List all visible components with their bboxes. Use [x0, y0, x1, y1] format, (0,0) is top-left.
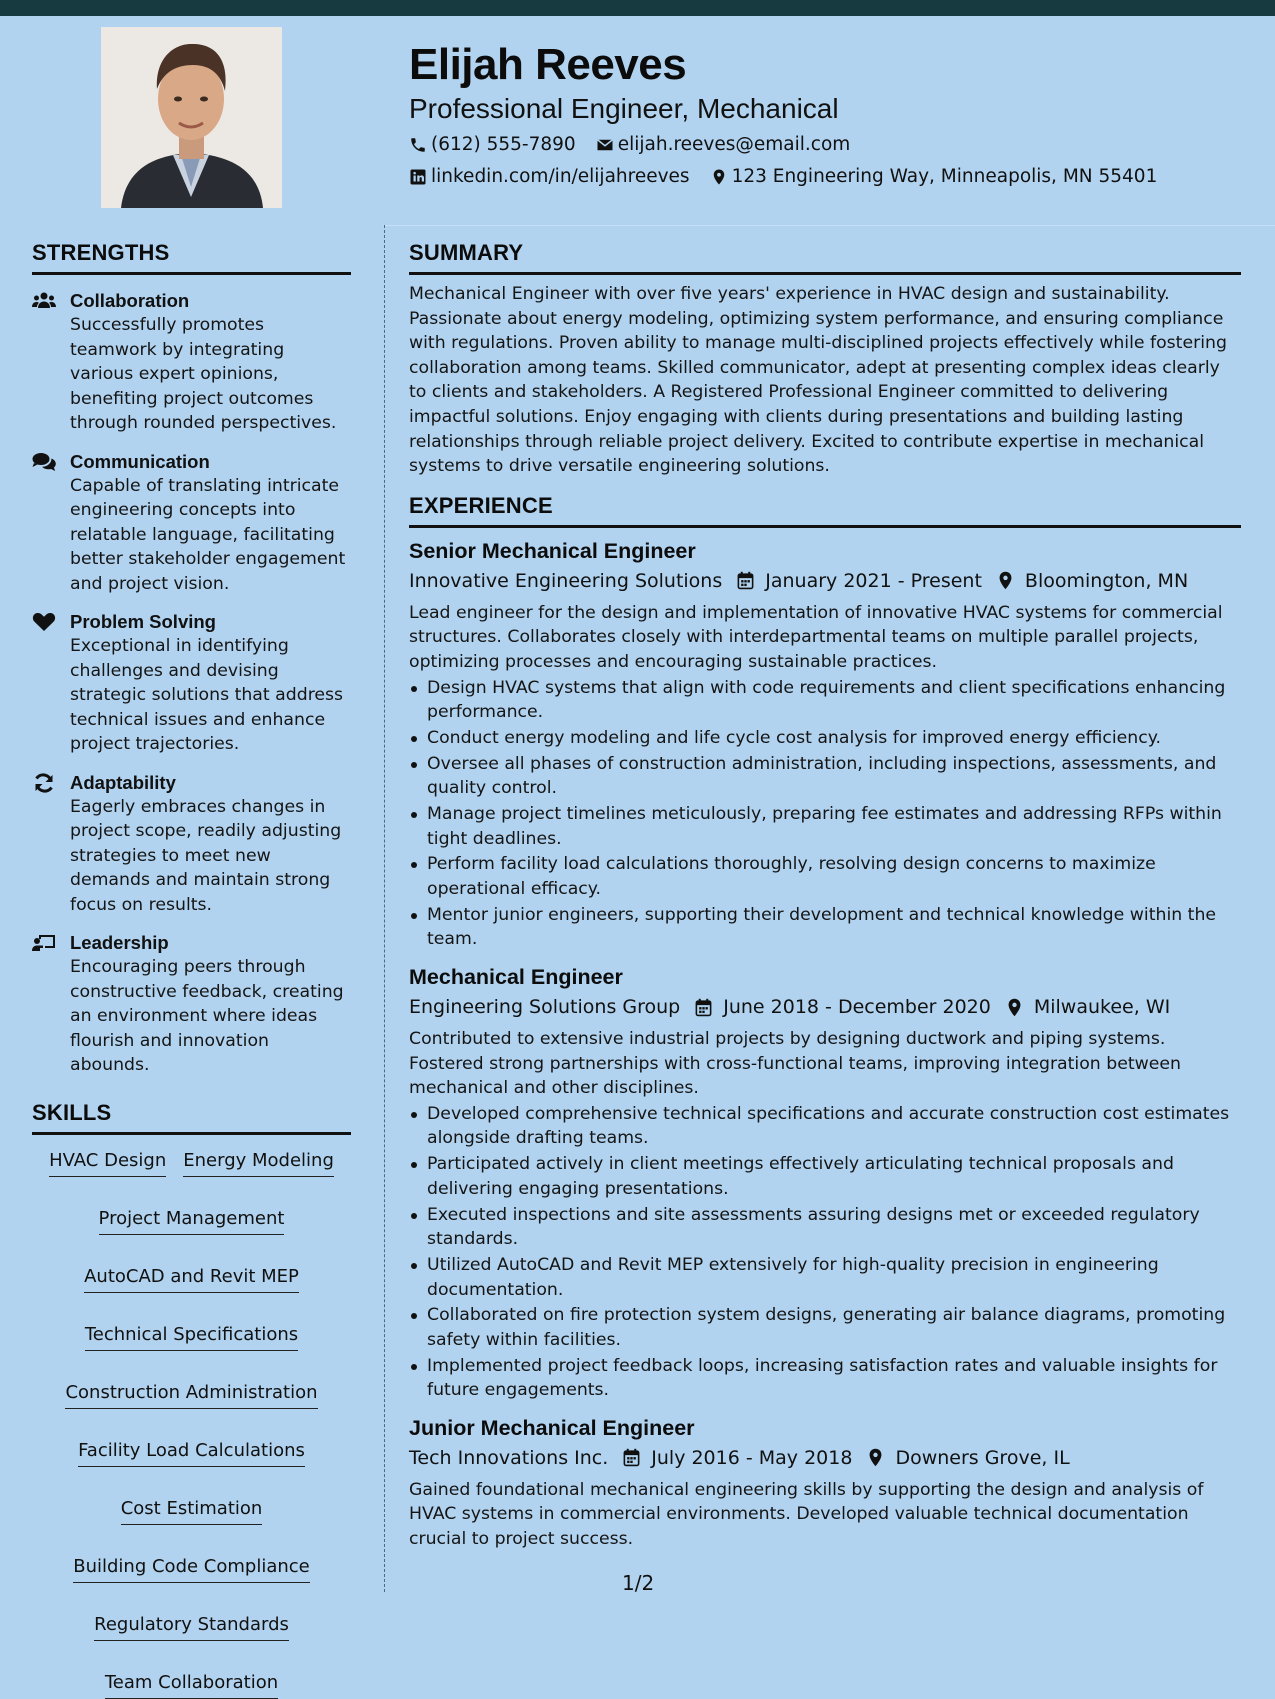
- job-bullet: Conduct energy modeling and life cycle cost analysis for improved energy efficiency.: [409, 726, 1241, 751]
- address-contact: [710, 166, 1158, 187]
- page-number: 1/2: [622, 1571, 655, 1595]
- job-description: Gained foundational mechanical engineering skills by supporting the design and analysis of HVAC systems in commercial environments. Developed valuable technical documentation crucial to project success.: [409, 1479, 1204, 1550]
- job-location: [866, 1443, 1069, 1473]
- job-meta: [409, 1443, 1241, 1473]
- header-divider: [383, 225, 1275, 226]
- job-bullet: Utilized AutoCAD and Revit MEP extensively for high-quality precision in engineering documentation.: [409, 1253, 1241, 1302]
- job-title: Junior Mechanical Engineer: [409, 1415, 695, 1440]
- job-location-text: Downers Grove, IL: [895, 1446, 1070, 1469]
- chalkboard-teacher-icon: [32, 933, 56, 953]
- calendar-icon: [736, 571, 755, 590]
- calendar-icon: [622, 1448, 641, 1467]
- map-marker-icon: [866, 1448, 885, 1467]
- right-column: [409, 240, 1241, 1552]
- map-marker-icon: [710, 168, 728, 186]
- contact-row-2: [409, 166, 1177, 187]
- strength-desc: Capable of translating intricate engineering concepts into relatable language, facilitating better stakeholder engagement and project vision.: [70, 475, 346, 594]
- left-column: [32, 240, 351, 1699]
- strength-title: Leadership: [70, 932, 169, 953]
- job-location-text: Bloomington, MN: [1024, 569, 1189, 592]
- linkedin-contact[interactable]: [409, 166, 690, 187]
- job-bullets: [409, 676, 1241, 952]
- summary-text: Mechanical Engineer with over five years' experience in HVAC design and sustainability. Passionate about energy modeling, optimizing system performance, and ensuring compliance with regulations. Proven ability to manage multi-disciplined projects effectively while fostering collaboration among teams. Skilled communicator, adept at presenting complex ideas clearly to clients and stakeholders. A Registered Professional Engineer committed to delivering impactful solutions. Enjoy engaging with clients during presentations and building lasting relationships through reliable project delivery. Excited to contribute expertise in mechanical systems to drive versatile engineering solutions.: [409, 284, 1227, 477]
- linkedin-text: linkedin.com/in/elijahreeves: [431, 166, 690, 187]
- strength-item: [32, 931, 351, 1078]
- job-dates: [736, 566, 982, 596]
- map-marker-icon: [996, 571, 1015, 590]
- job-bullets: [409, 1102, 1241, 1403]
- strength-item: [32, 450, 351, 597]
- map-marker-icon: [1005, 998, 1024, 1017]
- skill-tag: Building Code Compliance: [73, 1555, 310, 1583]
- job-company: Innovative Engineering Solutions: [409, 569, 723, 592]
- job-entry: [409, 1413, 1241, 1552]
- top-bar: [0, 0, 1275, 16]
- experience-heading: EXPERIENCE: [409, 493, 1241, 528]
- job-dates: [622, 1443, 852, 1473]
- strength-item: [32, 610, 351, 757]
- phone-contact[interactable]: [409, 134, 576, 155]
- job-description: Contributed to extensive industrial projects by designing ductwork and piping systems. Fostered strong partnerships with cross-functional teams, improving integration between mechanical and other disciplines.: [409, 1029, 1181, 1099]
- candidate-name: Elijah Reeves: [409, 40, 687, 89]
- email-text: elijah.reeves@email.com: [617, 134, 851, 155]
- skill-tag: Technical Specifications: [85, 1323, 298, 1351]
- job-location-text: Milwaukee, WI: [1033, 996, 1171, 1018]
- strengths-heading: STRENGTHS: [32, 240, 351, 275]
- address-text: 123 Engineering Way, Minneapolis, MN 55401: [731, 166, 1158, 187]
- job-meta: [409, 566, 1241, 596]
- skill-tag: Facility Load Calculations: [78, 1439, 305, 1467]
- phone-text: (612) 555-7890: [431, 134, 576, 155]
- phone-icon: [409, 136, 427, 154]
- profile-photo: [101, 27, 282, 208]
- skill-tag: Construction Administration: [65, 1381, 317, 1409]
- email-contact[interactable]: [596, 134, 851, 155]
- job-description: Lead engineer for the design and implementation of innovative HVAC systems for commercial structures. Collaborates closely with interdepartmental teams on multiple parallel projects, optimizing processes and encouraging sustainable practices.: [409, 602, 1223, 672]
- strength-title: Adaptability: [70, 771, 176, 793]
- job-bullet: Collaborated on fire protection system designs, generating air balance diagrams, promoting safety within facilities.: [409, 1303, 1241, 1352]
- envelope-icon: [596, 136, 614, 154]
- column-divider: [384, 225, 385, 1592]
- linkedin-icon: [409, 168, 427, 186]
- contact-row-1: [409, 134, 870, 155]
- sync-icon: [32, 773, 56, 793]
- skill-tag: HVAC Design: [49, 1149, 166, 1177]
- strength-item: [32, 289, 351, 436]
- job-entry: [409, 536, 1241, 952]
- strength-item: [32, 771, 351, 918]
- job-bullet: Implemented project feedback loops, increasing satisfaction rates and valuable insights for future engagements.: [409, 1354, 1241, 1403]
- job-location: [996, 566, 1188, 596]
- job-dates: [694, 992, 991, 1022]
- summary-heading: SUMMARY: [409, 240, 1241, 275]
- skill-tag: Energy Modeling: [183, 1149, 334, 1177]
- skills-list: [32, 1149, 351, 1699]
- strength-title: Collaboration: [70, 290, 190, 311]
- job-company: Engineering Solutions Group: [409, 996, 681, 1018]
- strength-title: Communication: [70, 450, 210, 472]
- skill-tag: Cost Estimation: [121, 1497, 263, 1525]
- strength-desc: Encouraging peers through constructive feedback, creating an environment where ideas flourish and innovation abounds.: [70, 957, 344, 1075]
- comments-icon: [32, 452, 56, 472]
- job-bullet: Oversee all phases of construction administration, including inspections, assessments, and quality control.: [409, 752, 1241, 801]
- job-title: Senior Mechanical Engineer: [409, 538, 696, 563]
- skills-heading: SKILLS: [32, 1100, 351, 1135]
- job-company: Tech Innovations Inc.: [409, 1446, 609, 1469]
- job-dates-text: January 2021 - Present: [765, 569, 982, 592]
- strength-desc: Successfully promotes teamwork by integrating various expert opinions, benefiting project outcomes through rounded perspectives.: [70, 315, 337, 433]
- job-bullet: Developed comprehensive technical specifications and accurate construction cost estimates alongside drafting teams.: [409, 1102, 1241, 1151]
- skill-tag: AutoCAD and Revit MEP: [84, 1265, 299, 1293]
- candidate-title: Professional Engineer, Mechanical: [409, 93, 839, 124]
- job-bullet: Executed inspections and site assessments assuring designs met or exceeded regulatory standards.: [409, 1203, 1241, 1252]
- job-bullet: Manage project timelines meticulously, preparing fee estimates and addressing RFPs within tight deadlines.: [409, 802, 1241, 851]
- strength-title: Problem Solving: [70, 611, 216, 632]
- skill-tag: Team Collaboration: [105, 1671, 278, 1699]
- jobs-list: [409, 536, 1241, 1552]
- skill-tag: Project Management: [99, 1207, 285, 1235]
- heart-icon: [32, 612, 56, 632]
- job-meta: [409, 992, 1241, 1022]
- job-location: [1005, 992, 1170, 1022]
- job-bullet: Perform facility load calculations thoroughly, resolving design concerns to maximize operational efficacy.: [409, 852, 1241, 901]
- portrait-image: [101, 27, 282, 208]
- calendar-icon: [694, 998, 713, 1017]
- job-bullet: Mentor junior engineers, supporting their development and technical knowledge within the team.: [409, 903, 1241, 952]
- job-bullet: Design HVAC systems that align with code requirements and client specifications enhancing performance.: [409, 676, 1241, 725]
- job-bullet: Participated actively in client meetings effectively articulating technical proposals and delivering engaging presentations.: [409, 1152, 1241, 1201]
- job-entry: [409, 962, 1241, 1403]
- strength-desc: Exceptional in identifying challenges and devising strategic solutions that address technical issues and enhance project trajectories.: [70, 636, 344, 754]
- job-dates-text: June 2018 - December 2020: [723, 996, 991, 1018]
- job-dates-text: July 2016 - May 2018: [651, 1446, 853, 1469]
- job-title: Mechanical Engineer: [409, 965, 623, 989]
- users-icon: [32, 291, 56, 311]
- strength-desc: Eagerly embraces changes in project scope, readily adjusting strategies to meet new demands and maintain strong focus on results.: [70, 796, 342, 915]
- skill-tag: Regulatory Standards: [94, 1613, 289, 1641]
